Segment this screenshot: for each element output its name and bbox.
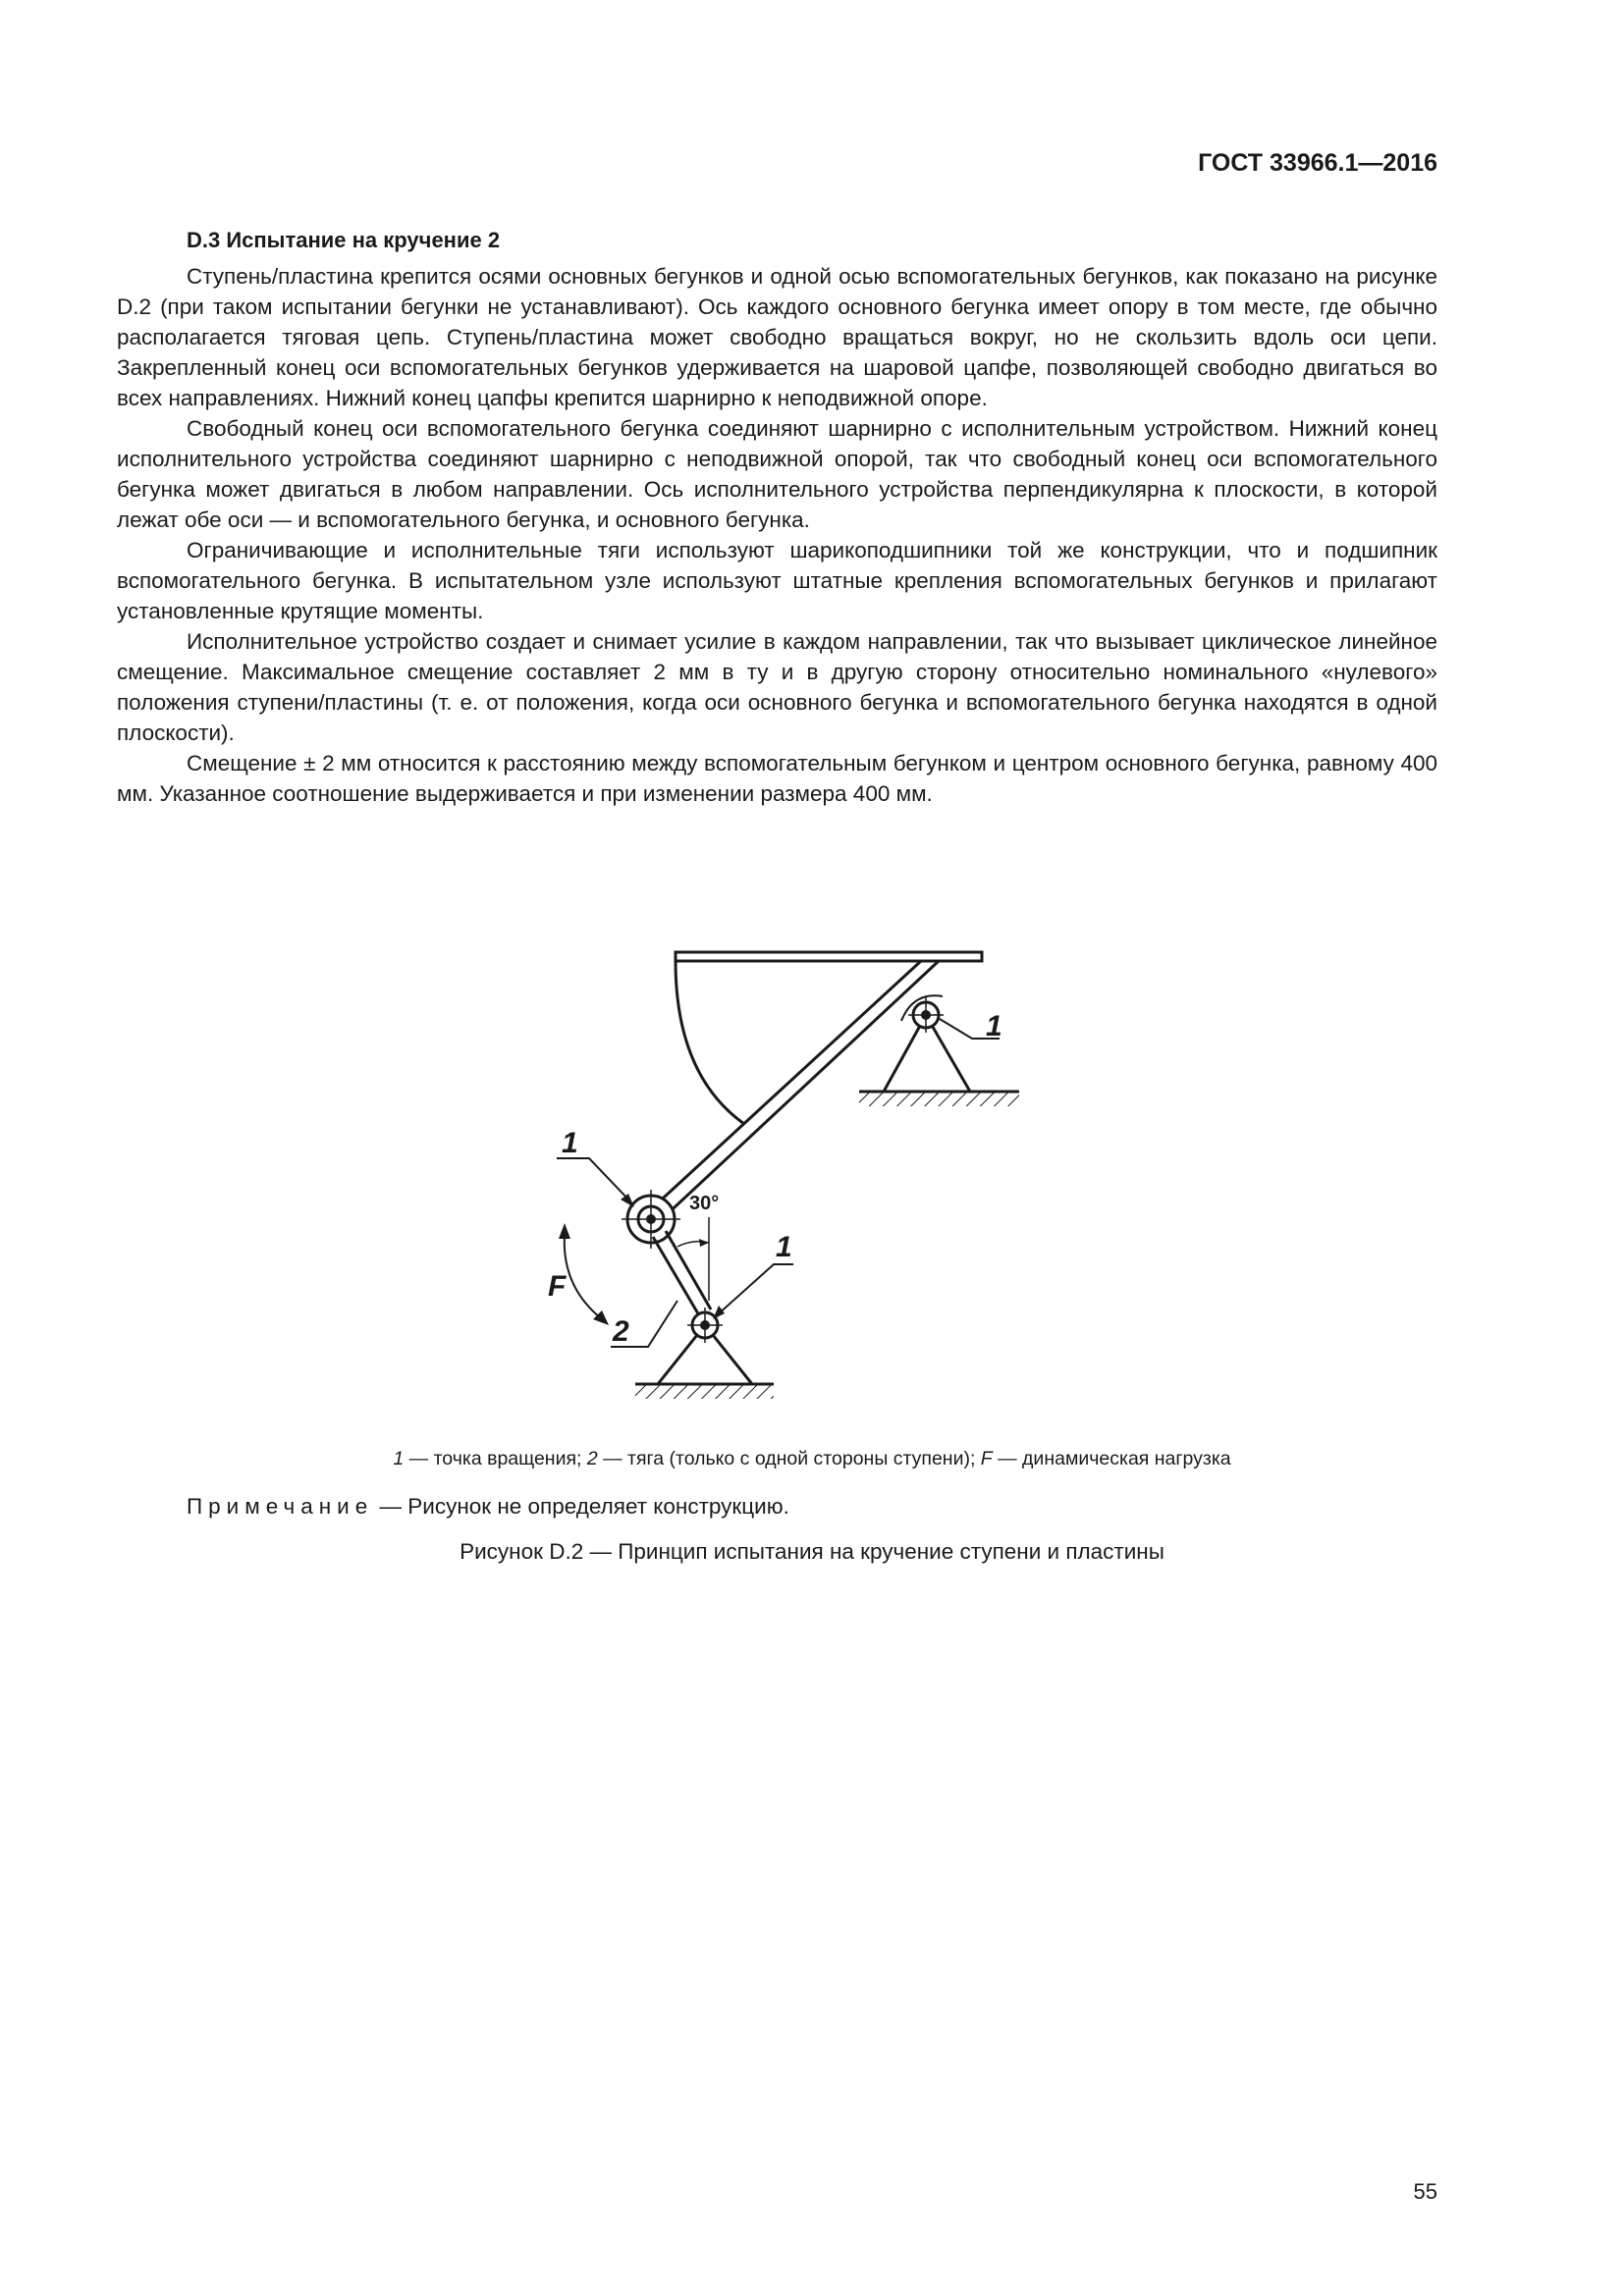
svg-text:2: 2 xyxy=(613,1315,629,1348)
angle-label: 30° xyxy=(689,1193,720,1214)
figure-legend xyxy=(0,1448,1624,1470)
legend-key: 1 xyxy=(393,1448,405,1469)
label-pivot-top xyxy=(940,1010,1002,1042)
paragraph: Свободный конец оси вспомогательного бегунка соединяют шарнирно с исполнительным устройством. Нижний конец исполнительного устройства соединяют шарнирно с неподвижной опорой, так что свободный конец оси вспомогательного бегунка может двигаться в любом направлении. Ось исполнительного устройства перпендикулярна к плоскости, в которой лежат обе оси — и вспомогательного бегунка, и основного бегунка. xyxy=(117,416,1437,532)
note-label: Примечание xyxy=(187,1494,374,1519)
figure-note xyxy=(187,1494,789,1520)
paragraph: Ступень/пластина крепится осями основных бегунков и одной осью вспомогательных бегунков, как показано на рисунке D.2 (при таком испытании бегунки не устанавливают). Ось каждого основного бегунка имеет опору в том месте, где обычно располагается тяговая цепь. Ступень/пластина может свободно вращаться вокруг, но не скользить вдоль оси цепи. Закрепленный конец оси вспомогательных бегунков удерживается на шаровой цапфе, позволяющей свободно двигаться во всех направлениях. Нижний конец цапфы крепится шарнирно к неподвижной опоре. xyxy=(117,264,1437,410)
figure-d2 xyxy=(511,923,1041,1414)
svg-text:1: 1 xyxy=(776,1231,792,1263)
page-number: 55 xyxy=(1413,2179,1437,2204)
legend-key: 2 xyxy=(586,1448,598,1469)
legend-key: F xyxy=(980,1448,993,1469)
bottom-support xyxy=(635,1308,774,1399)
paragraph: Смещение ± 2 мм относится к расстоянию между вспомогательным бегунком и центром основного бегунка, равному 400 мм. Указанное соотношение выдерживается и при изменении размера 400 мм. xyxy=(117,751,1437,806)
label-pivot-bottom xyxy=(713,1231,793,1319)
legend-text: — динамическая нагрузка xyxy=(992,1448,1231,1469)
force-label: F xyxy=(548,1270,567,1303)
legend-text: — тяга (только с одной стороны ступени); xyxy=(597,1448,981,1469)
paragraph: Исполнительное устройство создает и снимает усилие в каждом направлении, так что вызывает циклическое линейное смещение. Максимальное смещение составляет 2 мм в ту и в другую сторону относительно номинального «нулевого» положения ступени/пластины (т. е. от положения, когда оси основного бегунка и вспомогательного бегунка находятся в одной плоскости). xyxy=(117,629,1437,745)
label-pivot-left xyxy=(557,1127,634,1207)
angle-indicator xyxy=(677,1193,719,1301)
legend-text: — точка вращения; xyxy=(404,1448,587,1469)
standard-header: ГОСТ 33966.1—2016 xyxy=(1198,149,1437,177)
svg-text:1: 1 xyxy=(562,1127,578,1159)
figure-title: Рисунок D.2 — Принцип испытания на кручение ступени и пластины xyxy=(460,1539,1164,1564)
section-title: D.3 Испытание на кручение 2 xyxy=(187,228,501,252)
label-rod xyxy=(611,1301,677,1348)
torsion-test-diagram xyxy=(511,923,1041,1414)
note-text: — Рисунок не определяет конструкцию. xyxy=(373,1494,789,1519)
paragraph: Ограничивающие и исполнительные тяги используют шарикоподшипники той же конструкции, что и подшипник вспомогательного бегунка. В испытательном узле используют штатные крепления вспомогательных бегунков и прилагают установленные крутящие моменты. xyxy=(117,538,1437,623)
body-text xyxy=(117,261,1437,809)
force-arrow xyxy=(548,1223,609,1325)
svg-text:1: 1 xyxy=(986,1010,1002,1042)
